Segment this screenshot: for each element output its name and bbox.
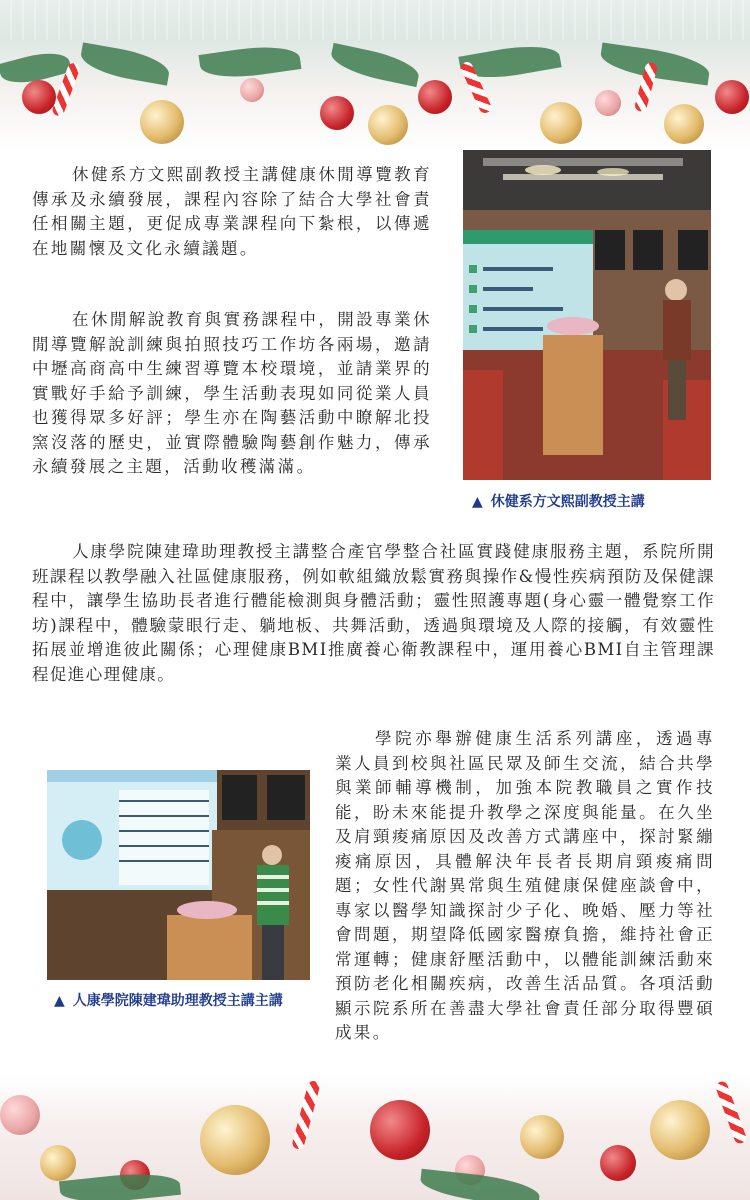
pine-branch-icon (199, 41, 302, 83)
paragraph-community-health: 人康學院陳建瑋助理教授主講整合產官學整合社區實踐健康服務主題，系院所開班課程以教學融入社區健康服務，例如軟組織放鬆實務與操作&慢性疾病預防及保健課程中，讓學生協助長者進行體能檢測與身體活動；靈性照護專題(身心靈一體覺察工作坊)課程中，體驗蒙眼行走、躺地板、共舞活動，透過與環境及人際的接觸，有效靈性拓展並增進彼此關係；心理健康BMI推廣養心衛教課程中，運用養心BMI自主管理課程促進心理健康。 (32, 542, 715, 684)
triangle-up-icon: ▲ (54, 993, 65, 1009)
photo-2-caption (54, 990, 283, 1010)
lecture-photo-1-illustration (463, 150, 711, 480)
pine-branch-icon (328, 43, 421, 87)
gold-bauble-icon (40, 1145, 76, 1181)
paragraph-lecture-series: 學院亦舉辦健康生活系列講座，透過專業人員到校與社區民眾及師生交流，結合共學與業師輔導機制，加強本院教職員之實作技能，盼未來能提升教學之深度與能量。在久坐及肩頸痠痛原因及改善方式講座中，探討緊繃痠痛原因，具體解決年長者長期肩頸痠痛問題；女性代謝異常與生殖健康保健座談會中，專家以醫學知識探討少子化、晚婚、壓力等社會問題，期望降低國家醫療負擔，維持社會正常運轉；健康舒壓活動中，以體能訓練活動來預防老化相關疾病，改善生活品質。各項活動顯示院系所在善盡大學社會責任部分取得豐碩成果。 (335, 729, 715, 1042)
lecture-photo-2 (47, 770, 310, 980)
paragraph-leisure-course: 在休閒解說教育與實務課程中，開設專業休閒導覽解說訓練與拍照技巧工作坊各兩場，邀請中壢高商高中生練習導覽本校環境，並請業界的實戰好手給予訓練，學生活動表現如同從業人員也獲得眾多好評；學生亦在陶藝活動中瞭解北投窯沒落的歷史，並實際體驗陶藝創作魅力，傳承永續發展之主題，活動收穫滿滿。 (32, 310, 432, 476)
photo-2-caption-text: 人康學院陳建瑋助理教授主講主講 (72, 993, 283, 1009)
gold-bauble-icon (540, 102, 582, 144)
paragraph-intro: 休健系方文熙副教授主講健康休閒導覽教育傳承及永續發展，課程內容除了結合大學社會責任相關主題，更促成專業課程向下紮根，以傳遞在地關懷及文化永續議題。 (32, 165, 432, 258)
candy-cane-icon (291, 1080, 321, 1151)
bottom-christmas-banner (0, 1075, 750, 1200)
pink-bauble-icon (595, 90, 621, 116)
top-christmas-banner (0, 0, 750, 150)
triangle-up-icon: ▲ (472, 494, 483, 510)
gold-bauble-icon (650, 1100, 710, 1160)
gold-bauble-icon (520, 1115, 564, 1159)
gold-bauble-icon (140, 100, 184, 144)
red-bauble-icon (715, 80, 749, 114)
snow-texture (0, 0, 750, 40)
red-bauble-icon (370, 1100, 430, 1160)
gold-bauble-icon (200, 1105, 270, 1175)
candy-cane-icon (714, 1080, 748, 1145)
red-bauble-icon (418, 80, 452, 114)
photo-1-caption (472, 491, 645, 511)
pink-bauble-icon (240, 78, 264, 102)
photo-1-caption-text: 休健系方文熙副教授主講 (490, 494, 645, 510)
lecture-photo-1 (463, 150, 711, 480)
red-bauble-icon (600, 1145, 636, 1181)
lecture-photo-2-illustration (47, 770, 310, 980)
red-bauble-icon (320, 96, 354, 130)
red-bauble-icon (22, 80, 56, 114)
pink-bauble-icon (0, 1095, 40, 1135)
gold-bauble-icon (664, 104, 704, 144)
gold-bauble-icon (368, 105, 408, 145)
pine-branch-icon (78, 42, 171, 85)
